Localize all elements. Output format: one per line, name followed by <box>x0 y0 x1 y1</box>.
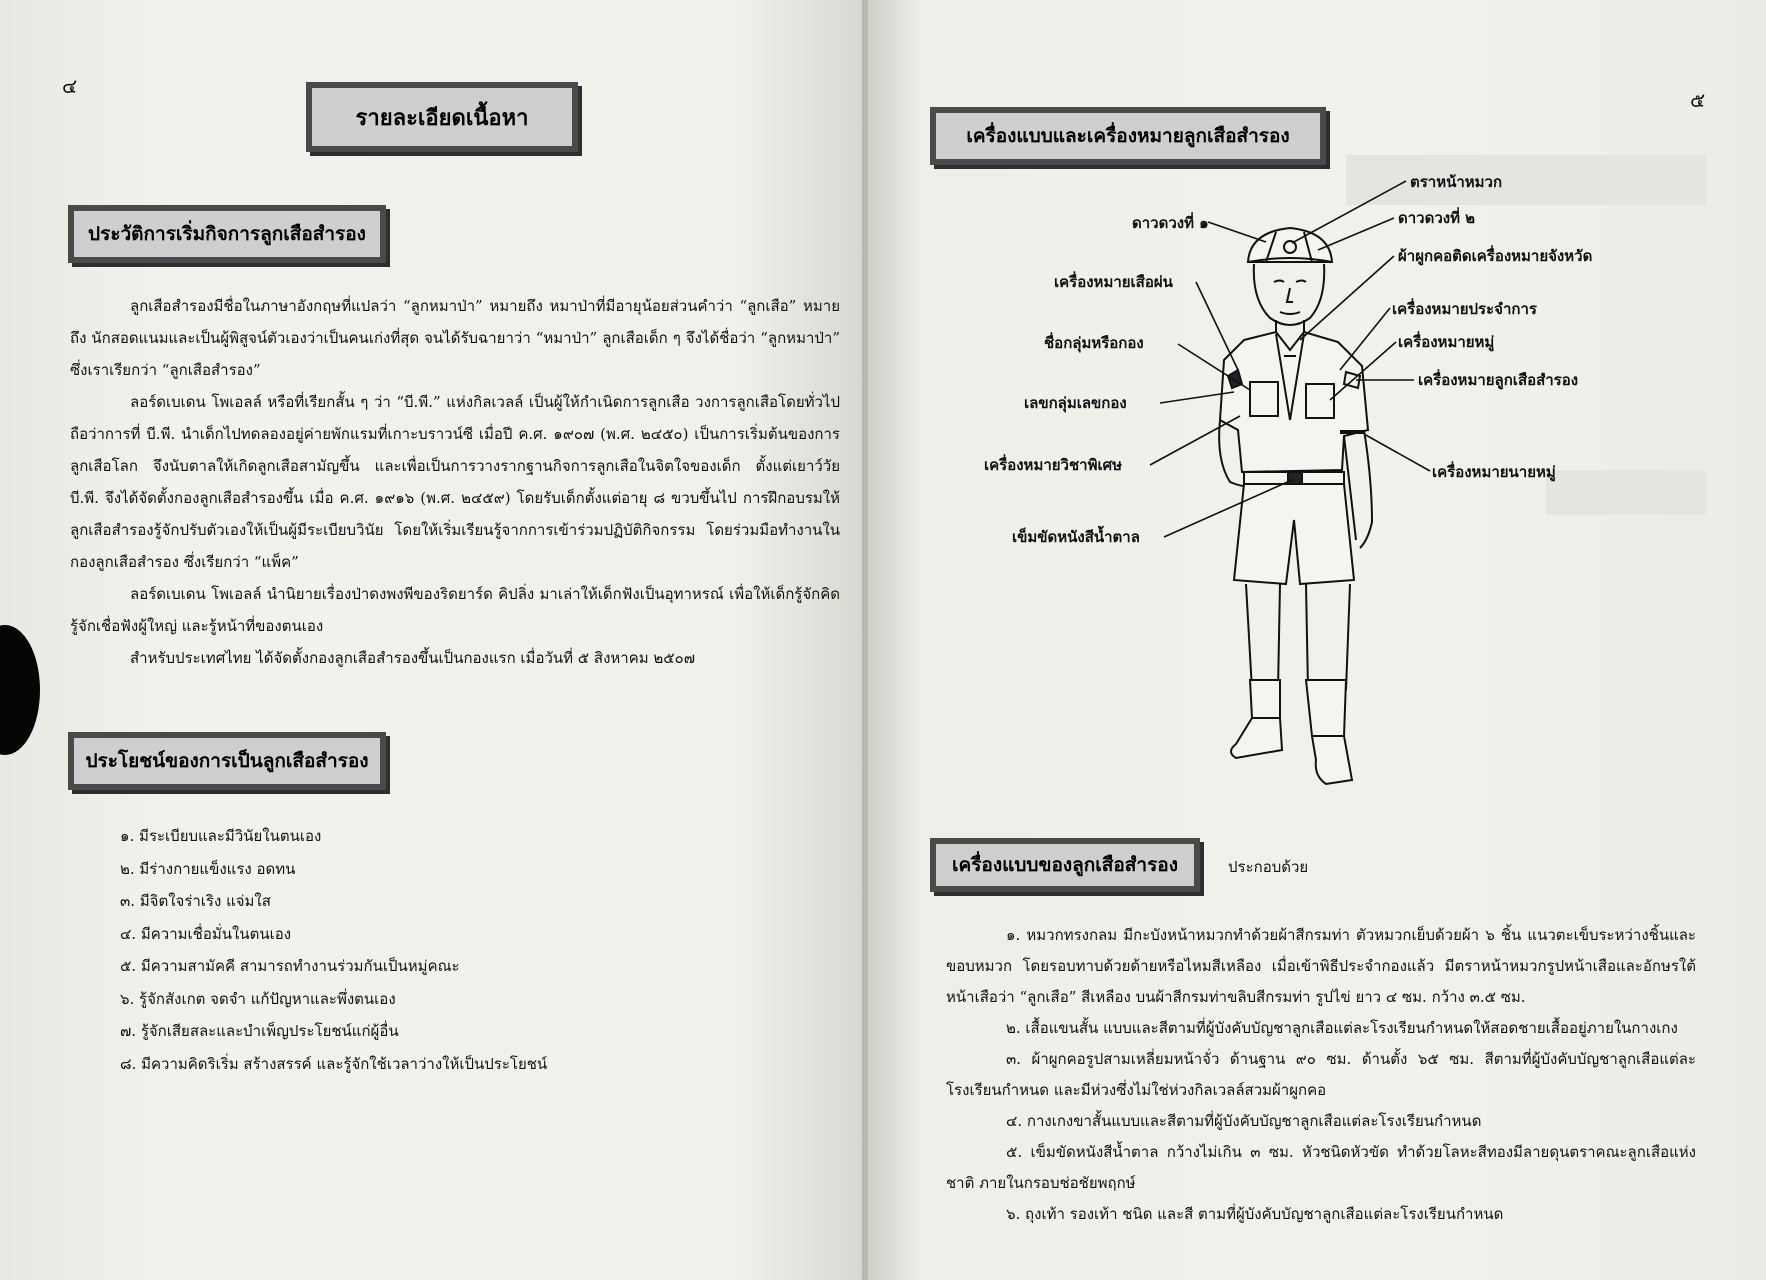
history-paragraph: ลอร์ดเบเดน โพเอลล์ นำนิยายเรื่องป่าดงพงพีของริดยาร์ด คิปลิ่ง มาเล่าให้เด็กฟังเป็นอุทาหรณ์ เพื่อให้เด็กรู้จักคิด รู้จักเชื่อฟังผู้ใหญ่ และรู้หน้าที่ของตนเอง <box>70 585 840 635</box>
page-number: ๕ <box>1690 88 1706 112</box>
list-item: ๑. มีระเบียบและมีวินัยในตนเอง <box>120 827 322 845</box>
figure-label: เครื่องหมายลูกเสือสำรอง <box>1418 371 1579 389</box>
content-title: รายละเอียดเนื้อหา <box>312 88 572 146</box>
benefits-heading: ประโยชน์ของการเป็นลูกเสือสำรอง <box>74 738 380 784</box>
history-paragraph: ลูกเสือสำรองมีชื่อในภาษาอังกฤษที่แปลว่า “ลูกหมาป่า” หมายถึง หมาป่าที่มีอายุน้อยส่วนคำว่า “ลูกเสือ” หมายถึง นักสอดแนมและเป็นผู้พิสูจน์ตัวเองว่าเป็นคนเก่งที่สุด จนได้รับฉายาว่า “หมาป่า” ลูกเสือเด็ก ๆ จึงได้ชื่อว่า “ลูกหมาป่า” ซึ่งเราเรียกว่า “ลูกเสือสำรอง” <box>70 297 840 379</box>
history-paragraph: ลอร์ดเบเดน โพเอลล์ หรือที่เรียกสั้น ๆ ว่า “บี.พี.” แห่งกิลเวลล์ เป็นผู้ให้กำเนิดการลูกเสือ วงการลูกเสือโดยทั่วไปถือว่าการที่ บี.พี. นำเด็กไปทดลองอยู่ค่ายพักแรมที่เกาะบราวน์ซี เมื่อปี ค.ศ. ๑๙๐๗ (พ.ศ. ๒๔๕๐) เป็นการเริ่มต้นของการลูกเสือโลก จึงนับตาลให้เกิดลูกเสือสามัญขึ้น และเพื่อเป็นการวางรากฐานกิจการลูกเสือในจิตใจของเด็ก ตั้งแต่เยาว์วัย บี.พี. จึงได้จัดตั้งกองลูกเสือสำรองขึ้น เมื่อ ค.ศ. ๑๙๑๖ (พ.ศ. ๒๔๕๙) โดยรับเด็กตั้งแต่อายุ ๘ ขวบขึ้นไป การฝึกอบรมให้ลูกเสือสำรองรู้จักปรับตัวเองให้เป็นผู้มีระเบียบวินัย โดยให้เริ่มเรียนรู้จากการเข้าร่วมปฏิบัติกิจกรรม โดยร่วมมือทำงานในกองลูกเสือสำรอง ซึ่งเรียกว่า “แพ็ค” <box>70 393 840 571</box>
list-item: ๖. รู้จักสังเกต จดจำ แก้ปัญหาและพึ่งตนเอง <box>120 989 396 1008</box>
leader-line <box>1208 222 1266 242</box>
history-heading: ประวัติการเริ่มกิจการลูกเสือสำรอง <box>74 211 380 257</box>
list-item: ๕. เข็มขัดหนังสีน้ำตาล กว้างไม่เกิน ๓ ซม. หัวชนิดหัวขัด ทำด้วยโลหะสีทองมีลายดุนตราคณะลูกเสือแห่งชาติ ภายในกรอบช่อชัยพฤกษ์ <box>946 1143 1696 1192</box>
figure-label: ชื่อกลุ่มหรือกอง <box>1044 334 1144 352</box>
list-item: ๒. มีร่างกายแข็งแรง อดทน <box>120 859 296 878</box>
figure-label: เครื่องหมายนายหมู่ <box>1432 463 1556 481</box>
page-number: ๔ <box>62 74 78 98</box>
uniform-components-heading-box <box>930 838 1200 892</box>
list-item: ๓. มีจิตใจร่าเริง แจ่มใส <box>120 892 271 910</box>
history-paragraph: สำหรับประเทศไทย ได้จัดตั้งกองลูกเสือสำรองขึ้นเป็นกองแรก เมื่อวันที่ ๕ สิงหาคม ๒๕๐๗ <box>130 649 696 667</box>
figure-label: ดาวดวงที่ ๒ <box>1398 209 1476 227</box>
list-item: ๒. เสื้อแขนสั้น แบบและสีตามที่ผู้บังคับบัญชาลูกเสือแต่ละโรงเรียนกำหนดให้สอดชายเสื้ออยู่ภายในกางเกง <box>1006 1019 1678 1037</box>
list-item: ๗. รู้จักเสียสละและบำเพ็ญประโยชน์แก่ผู้อื่น <box>120 1022 399 1040</box>
uniform-components-heading: เครื่องแบบของลูกเสือสำรอง <box>936 844 1194 886</box>
figure-label: เครื่องหมายประจำการ <box>1392 300 1537 318</box>
list-item: ๕. มีความสามัคคี สามารถทำงานร่วมกันเป็นหมู่คณะ <box>120 957 460 975</box>
figure-label: เครื่องหมายเสือผ่น <box>1054 273 1173 291</box>
uniform-components-list <box>946 920 1696 1230</box>
figure-label: เครื่องหมายหมู่ <box>1398 333 1495 351</box>
list-item: ๔. กางเกงขาสั้นแบบและสีตามที่ผู้บังคับบัญชาลูกเสือแต่ละโรงเรียนกำหนด <box>1006 1112 1482 1130</box>
figure-label: ดาวดวงที่ ๑ <box>1132 214 1209 232</box>
uniform-heading: เครื่องแบบและเครื่องหมายลูกเสือสำรอง <box>936 113 1320 159</box>
figure-label: เครื่องหมายวิชาพิเศษ <box>984 456 1122 474</box>
list-item: ๖. ถุงเท้า รองเท้า ชนิด และสี ตามที่ผู้บังคับบัญชาลูกเสือแต่ละโรงเรียนกำหนด <box>1006 1205 1504 1223</box>
components-suffix: ประกอบด้วย <box>1228 858 1309 876</box>
figure-label: ตราหน้าหมวก <box>1410 173 1503 191</box>
list-item: ๑. หมวกทรงกลม มีกะบังหน้าหมวกทำด้วยผ้าสีกรมท่า ตัวหมวกเย็บด้วยผ้า ๖ ชิ้น แนวตะเข็บระหว่างชิ้นและขอบหมวก โดยรอบทาบด้วยด้ายหรือไหมสีเหลือง เมื่อเข้าพิธีประจำกองแล้ว มีตราหน้าหมวกรูปหน้าเสือและอักษรใต้หน้าเสือว่า “ลูกเสือ” สีเหลือง บนผ้าสีกรมท่าขลิบสีกรมท่า รูปไข่ ยาว ๔ ซม. กว้าง ๓.๕ ซม. <box>946 926 1696 1006</box>
figure-label: เข็มขัดหนังสีน้ำตาล <box>1012 528 1140 546</box>
figure-label: ผ้าผูกคอติดเครื่องหมายจังหวัด <box>1398 247 1593 265</box>
list-item: ๓. ผ้าผูกคอรูปสามเหลี่ยมหน้าจั่ว ด้านฐาน ๙๐ ซม. ด้านตั้ง ๖๕ ซม. สีตามที่ผู้บังคับบัญชาลูกเสือแต่ละโรงเรียนกำหนด และมีห่วงซึ่งไม่ใช่ห่วงกิลเวลล์สวมผ้าผูกคอ <box>946 1050 1696 1099</box>
leader-line <box>1196 282 1238 370</box>
figure-label: เลขกลุ่มเลขกอง <box>1024 394 1127 412</box>
list-item: ๔. มีความเชื่อมั่นในตนเอง <box>120 924 292 943</box>
list-item: ๘. มีความคิดริเริ่ม สร้างสรรค์ และรู้จักใช้เวลาว่างให้เป็นประโยชน์ <box>120 1054 548 1073</box>
